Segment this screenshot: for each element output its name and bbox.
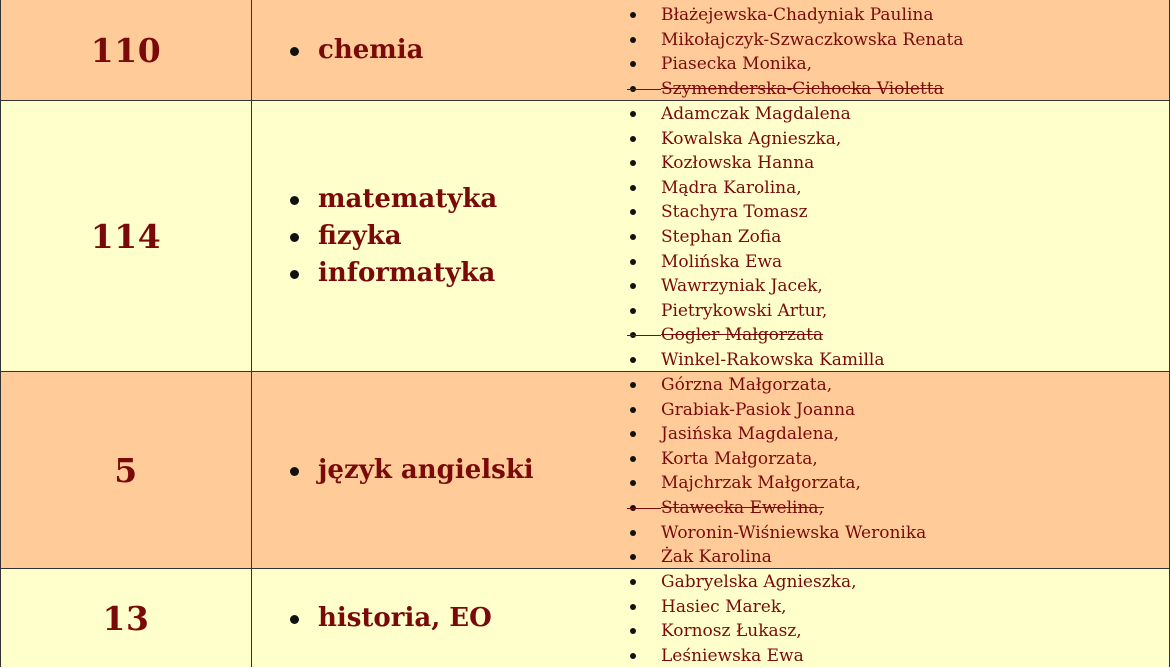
teacher-cell [618, 101, 1170, 371]
teacher-item: Hasiec Marek, [618, 595, 1169, 620]
teacher-item: Mądra Karolina, [618, 176, 1169, 201]
room-number: 114 [90, 216, 162, 256]
teacher-item-struck: Gogler Małgorzata [618, 323, 1169, 348]
subject-list [290, 452, 534, 489]
teacher-item: Kowalska Agnieszka, [618, 127, 1169, 152]
teacher-item: Winkel-Rakowska Kamilla [618, 348, 1169, 373]
subject-list [290, 181, 497, 292]
teacher-item: Kozłowska Hanna [618, 151, 1169, 176]
room-cell [0, 569, 252, 667]
teacher-item: Majchrzak Małgorzata, [618, 471, 1169, 496]
subject-item: informatyka [290, 255, 497, 292]
teacher-item: Jasińska Magdalena, [618, 422, 1169, 447]
subject-cell [252, 569, 618, 667]
subject-cell [252, 0, 618, 100]
room-number: 13 [102, 598, 150, 638]
teacher-item: Górzna Małgorzata, [618, 373, 1169, 398]
subject-list [290, 32, 424, 69]
table-row [0, 101, 1170, 371]
teacher-cell [618, 372, 1170, 568]
teacher-list [618, 102, 1169, 373]
subject-item: fizyka [290, 218, 497, 255]
teacher-item: Leśniewska Ewa [618, 644, 1169, 668]
teacher-cell [618, 569, 1170, 667]
subject-item: język angielski [290, 452, 534, 489]
subject-cell [252, 101, 618, 371]
teacher-item: Kornosz Łukasz, [618, 619, 1169, 644]
teacher-item: Stephan Zofia [618, 225, 1169, 250]
teacher-item: Mikołajczyk-Szwaczkowska Renata [618, 28, 1169, 53]
teacher-cell [618, 0, 1170, 100]
teacher-item: Grabiak-Pasiok Joanna [618, 398, 1169, 423]
table-row [0, 569, 1170, 667]
subject-item: chemia [290, 32, 424, 69]
teacher-item: Żak Karolina [618, 545, 1169, 570]
subject-item: historia, EO [290, 600, 492, 637]
teacher-item-struck: Stawecka Ewelina, [618, 496, 1169, 521]
room-number: 110 [90, 30, 162, 70]
subject-item: matematyka [290, 181, 497, 218]
teacher-item: Woronin-Wiśniewska Weronika [618, 521, 1169, 546]
teacher-item: Błażejewska-Chadyniak Paulina [618, 3, 1169, 28]
table-row [0, 0, 1170, 100]
table-row [0, 372, 1170, 568]
teacher-item: Stachyra Tomasz [618, 200, 1169, 225]
teacher-item: Gabryelska Agnieszka, [618, 570, 1169, 595]
teacher-item: Korta Małgorzata, [618, 447, 1169, 472]
teacher-item: Adamczak Magdalena [618, 102, 1169, 127]
teacher-list [618, 373, 1169, 570]
teacher-list [618, 3, 1169, 101]
room-cell [0, 372, 252, 568]
teacher-list [618, 570, 1169, 668]
room-number: 5 [114, 450, 138, 490]
teacher-item: Piasecka Monika, [618, 52, 1169, 77]
teacher-item-struck: Szymenderska-Cichocka Violetta [618, 77, 1169, 102]
subject-cell [252, 372, 618, 568]
room-cell [0, 0, 252, 100]
subject-list [290, 600, 492, 637]
teacher-item: Pietrykowski Artur, [618, 299, 1169, 324]
teacher-item: Molińska Ewa [618, 250, 1169, 275]
teacher-item: Wawrzyniak Jacek, [618, 274, 1169, 299]
room-cell [0, 101, 252, 371]
